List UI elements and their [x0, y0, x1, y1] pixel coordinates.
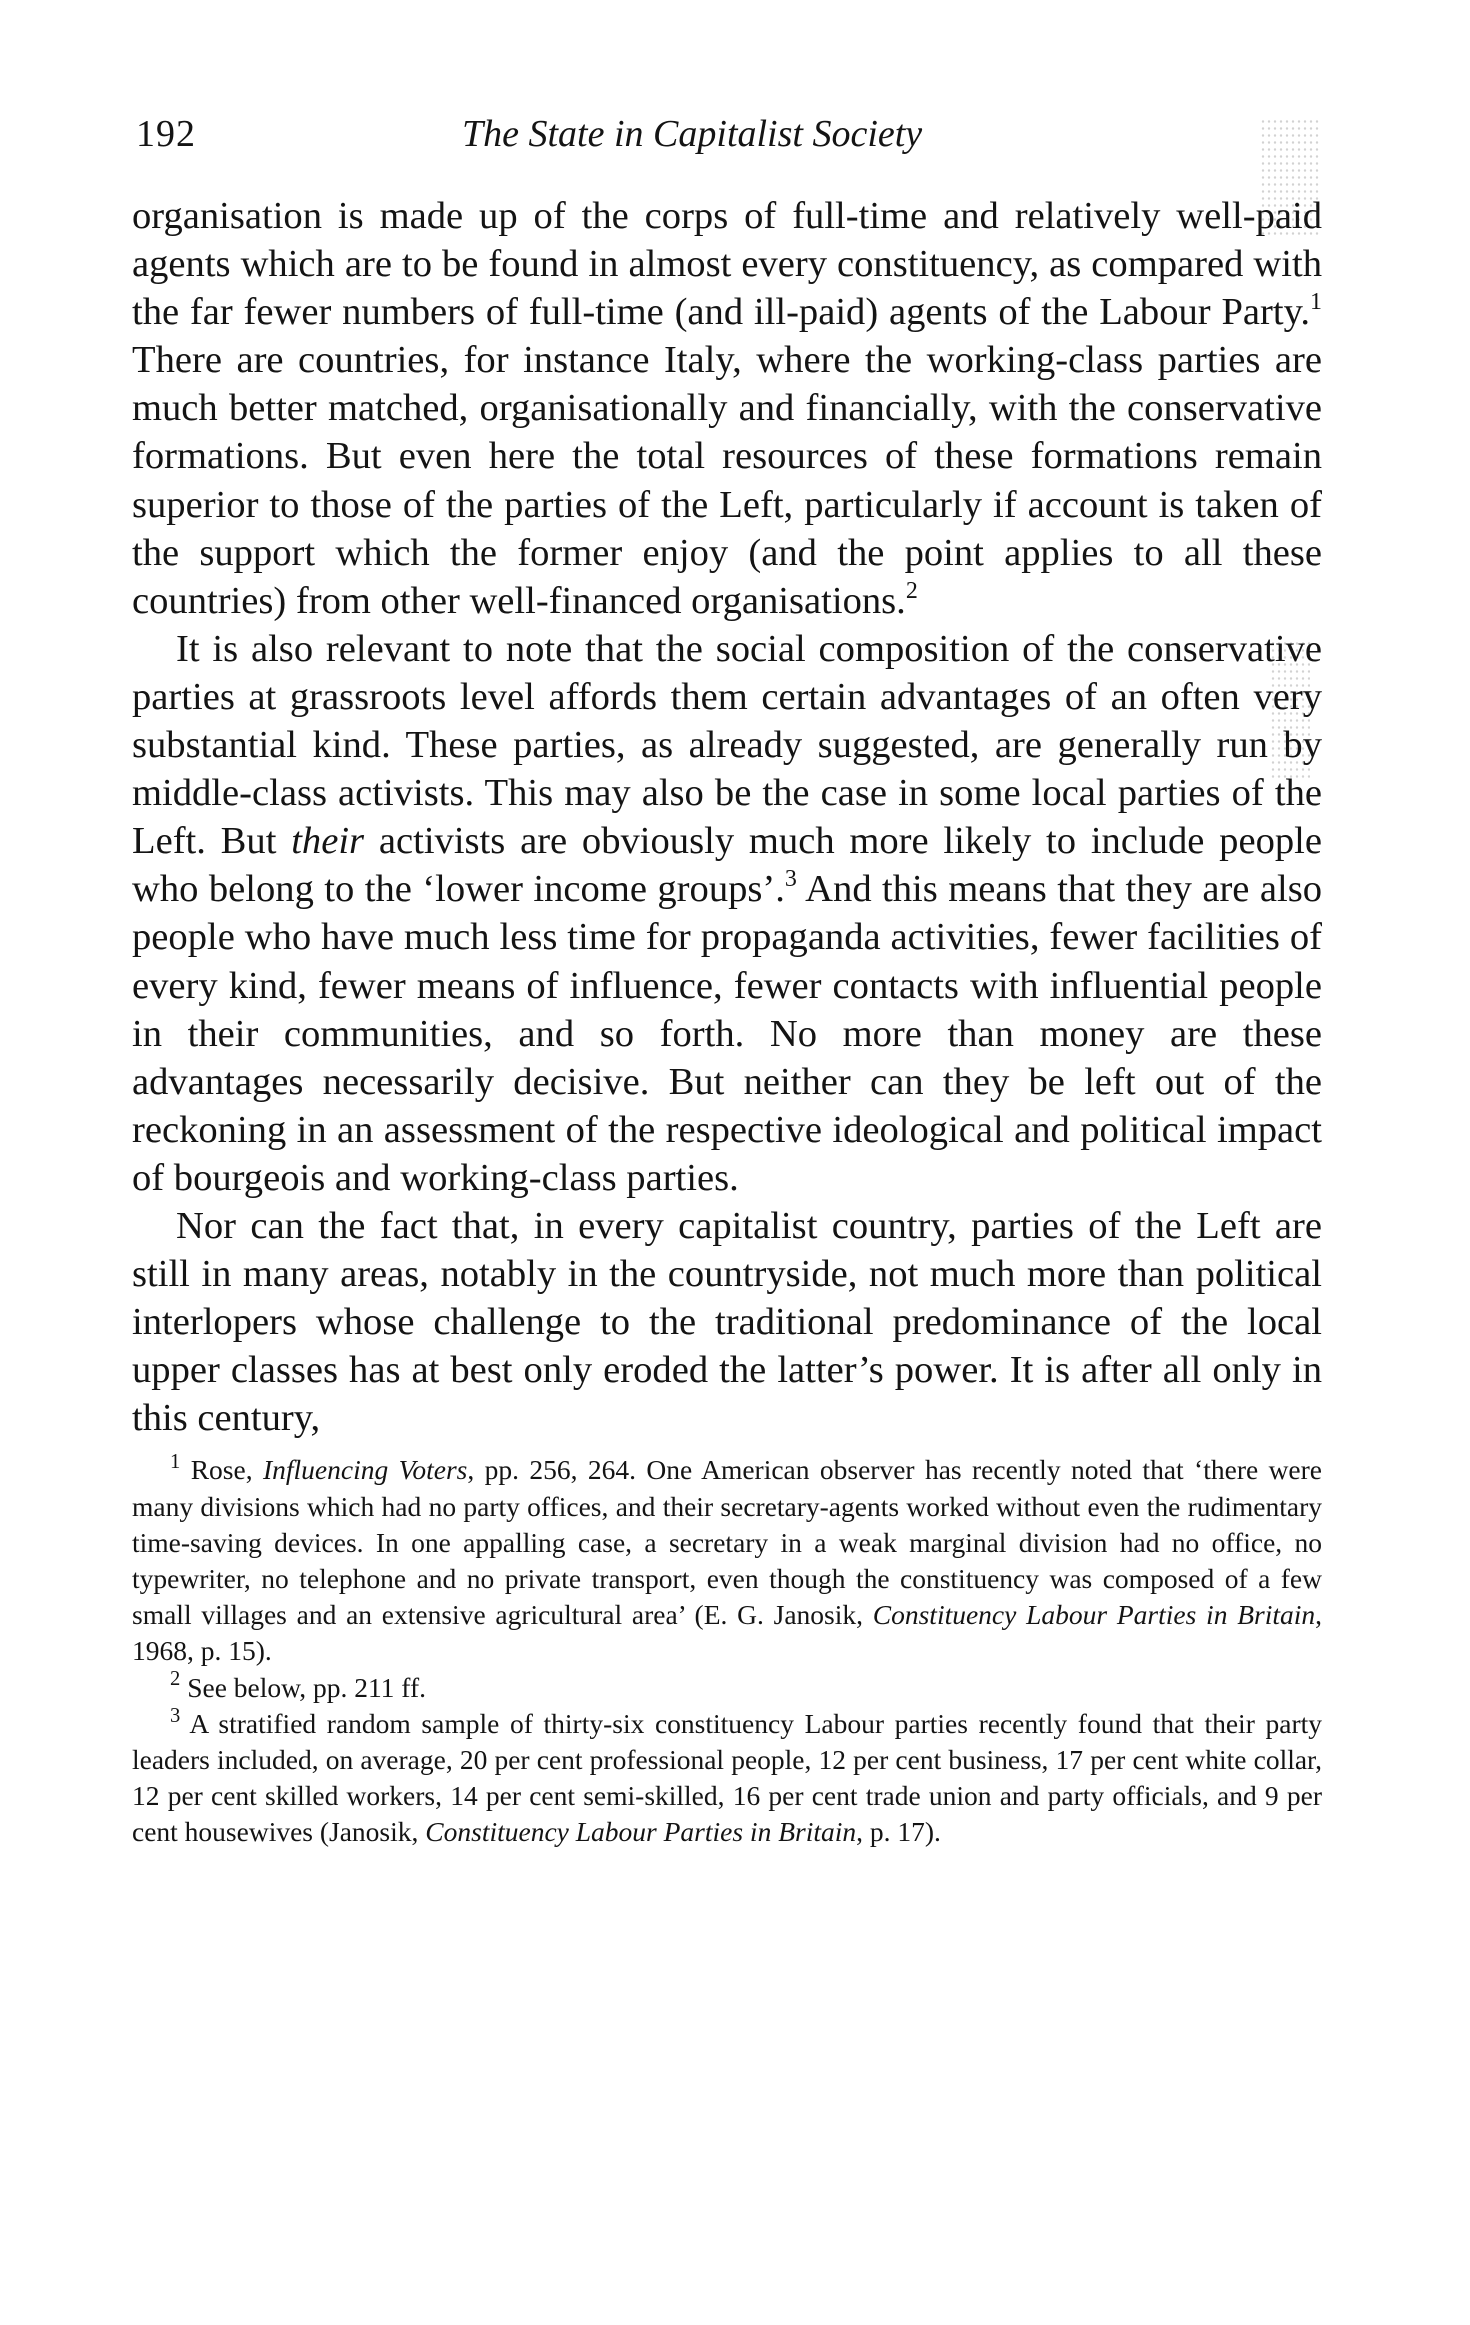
text-run: activists are obviously much more likely to include people who belong to the ‘lower income groups’.: [132, 820, 1322, 911]
text-run: , pp. 256, 264. One American observer has recently noted that ‘there were many divisions which had no party offices, and their secretary-agents worked without even the rudimentary time-saving devices. In one appalling case, a secretary in a weak marginal division had no office, no typewriter, no telephone and no private transport, even though the constituency was composed of a few small villages and an extensive agricultural area’ (E. G. Janosik,: [132, 1454, 1322, 1631]
citation-title: Influencing Voters: [262, 1454, 468, 1486]
paragraph: [132, 192, 1322, 625]
footnotes: [132, 1452, 1322, 1850]
running-header: [132, 100, 1322, 168]
paragraph: [132, 625, 1322, 1202]
page-number: 192: [136, 113, 196, 155]
footnote-ref: 3: [784, 866, 797, 893]
text-run: See below, pp. 211 ff.: [180, 1671, 426, 1703]
text-run: There are countries, for instance Italy, where the working-class parties are much better matched, organisationally and financially, with the conservative formations. But even here the total resources of these formations remain superior to those of the parties of the Left, particularly if account is taken of the support which the former enjoy (and the point applies to all these countries) from other well-financed organisations.: [132, 339, 1322, 622]
text-run: A stratified random sample of thirty-six constituency Labour parties recently found that their party leaders included, on average, 20 per cent professional people, 12 per cent business, 17 per cent white collar, 12 per cent skilled workers, 14 per cent semi-skilled, 16 per cent trade union and party officials, and 9 per cent housewives (Janosik,: [132, 1707, 1322, 1848]
text-run: , p. 17).: [856, 1816, 941, 1848]
text-run: , 1968, p. 15).: [132, 1599, 1322, 1667]
text-run: Rose,: [180, 1454, 263, 1486]
footnote: [132, 1452, 1322, 1669]
book-page: [132, 100, 1322, 1851]
footnote: [132, 1670, 1322, 1706]
footnote-ref: 1: [1310, 289, 1322, 316]
body-text: [132, 192, 1322, 1442]
text-run: Nor can the fact that, in every capitalist country, parties of the Left are still in many areas, notably in the countryside, not much more than political interlopers whose challenge to the traditional predominance of the local upper classes has at best only eroded the latter’s power. It is after all only in this century,: [132, 1204, 1322, 1440]
citation-title: Constituency Labour Parties in Britain: [425, 1816, 857, 1848]
running-title: The State in Capitalist Society: [462, 113, 923, 155]
footnote-ref: 2: [905, 577, 918, 604]
footnote: [132, 1706, 1322, 1851]
text-run: organisation is made up of the corps of full-time and relatively well-paid agents which are to be found in almost every constituency, as compared with the far fewer numbers of full-time (and ill-paid) agents of the Labour Party.: [132, 195, 1322, 334]
citation-title: Constituency Labour Parties in Britain: [872, 1599, 1316, 1631]
footnote-marker: 1: [170, 1451, 181, 1474]
footnote-marker: 3: [170, 1704, 181, 1727]
paragraph: [132, 1202, 1322, 1442]
text-run: And this means that they are also people who have much less time for propaganda activities, fewer facilities of every kind, fewer means of influence, fewer contacts with influential people in their communities, and so forth. No more than money are these advantages necessarily decisive. But neither can they be left out of the reckoning in an assessment of the respective ideological and political impact of bourgeois and working-class parties.: [132, 868, 1322, 1199]
emphasis: their: [291, 820, 365, 863]
footnote-marker: 2: [170, 1668, 181, 1691]
text-run: It is also relevant to note that the social composition of the conservative parties at grassroots level affords them certain advantages of an often very substantial kind. These parties, as already suggested, are generally run by middle-class activists. This may also be the case in some local parties of the Left. But: [132, 627, 1322, 863]
